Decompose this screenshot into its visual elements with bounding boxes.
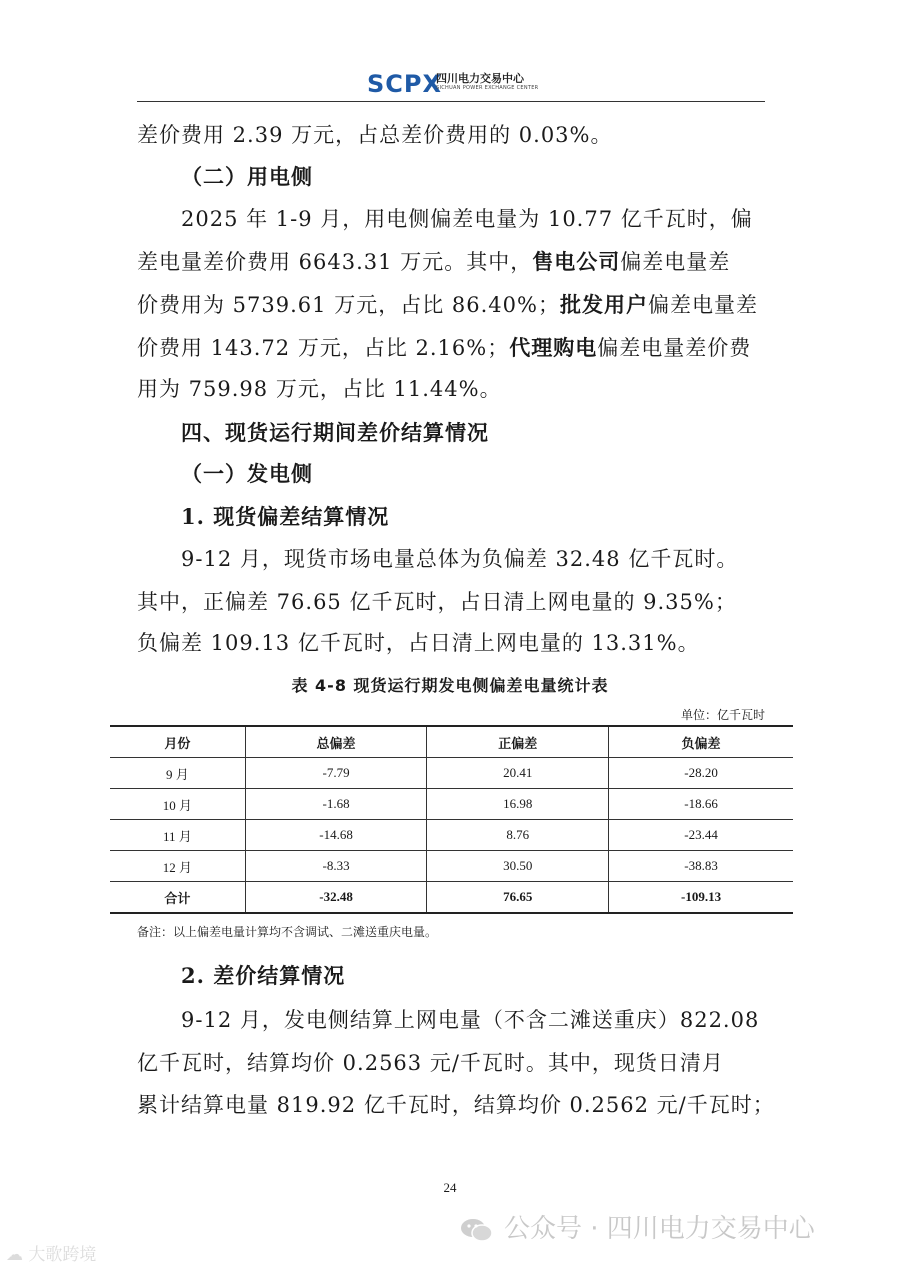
deviation-table	[110, 725, 793, 914]
corner-watermark	[6, 1240, 96, 1265]
page-header	[0, 62, 900, 102]
paragraph-spot-line1: 9-12 月，现货市场电量总体为负偏差 32.48 亿千瓦时。	[181, 547, 739, 571]
table-cell: -8.33	[245, 851, 427, 882]
paragraph-user-line1: 2025 年 1-9 月，用电侧偏差电量为 10.77 亿千瓦时，偏	[181, 207, 753, 231]
heading-user-side: （二）用电侧	[181, 164, 313, 189]
logo-en-name: SICHUAN POWER EXCHANGE CENTER	[436, 85, 539, 91]
logo-cn-name: 四川电力交易中心	[436, 72, 524, 85]
corner-watermark-text: 大歌跨境	[28, 1245, 97, 1265]
heading-spot-deviation: 1. 现货偏差结算情况	[181, 504, 390, 529]
table-unit: 单位：亿千瓦时	[680, 708, 765, 722]
table-cell: 9 月	[165, 766, 189, 782]
corner-watermark-icon: ☁	[6, 1245, 23, 1265]
table-cell: 合计	[164, 890, 191, 906]
wechat-icon	[460, 1217, 494, 1243]
table-note: 备注：以上偏差电量计算均不含调试、二滩送重庆电量。	[137, 925, 438, 939]
table-row	[110, 851, 793, 882]
table-cell: 8.76	[427, 820, 609, 851]
page-number: 24	[443, 1180, 457, 1195]
paragraph-settle-line3: 累计结算电量 819.92 亿千瓦时，结算均价 0.2562 元/千瓦时；	[137, 1093, 775, 1117]
table-cell: -38.83	[609, 851, 793, 882]
table-cell: -28.20	[609, 758, 793, 789]
table-row	[110, 820, 793, 851]
header-rule	[137, 101, 765, 102]
table-cell: 11 月	[162, 828, 192, 844]
table-cell: -1.68	[245, 789, 427, 820]
table-cell: -14.68	[245, 820, 427, 851]
table-cell: 16.98	[427, 789, 609, 820]
paragraph-user-line2: 差电量差价费用 6643.31 万元。其中，售电公司偏差电量差	[137, 249, 731, 274]
paragraph-settle-line1: 9-12 月，发电侧结算上网电量（不含二滩送重庆）822.08	[181, 1008, 760, 1032]
heading-gen-side: （一）发电侧	[181, 461, 313, 486]
table-total-row	[110, 882, 793, 914]
table-header-row	[110, 726, 793, 758]
table-cell: -18.66	[609, 789, 793, 820]
table-cell: -23.44	[609, 820, 793, 851]
table-cell: 20.41	[427, 758, 609, 789]
heading-section-4: 四、现货运行期间差价结算情况	[181, 420, 489, 445]
paragraph-spot-line2: 其中，正偏差 76.65 亿千瓦时，占日清上网电量的 9.35%；	[137, 590, 737, 614]
header-total-deviation: 总偏差	[245, 726, 427, 758]
paragraph-spot-line3: 负偏差 109.13 亿千瓦时，占日清上网电量的 13.31%。	[137, 631, 700, 655]
table-cell: -7.79	[245, 758, 427, 789]
heading-price-settlement: 2. 差价结算情况	[181, 963, 346, 988]
table-cell: 10 月	[162, 797, 192, 813]
table-row	[110, 789, 793, 820]
header-negative-deviation: 负偏差	[609, 726, 793, 758]
paragraph-user-line3: 价费用为 5739.61 万元，占比 86.40%；批发用户偏差电量差	[137, 292, 758, 317]
table-cell: 76.65	[427, 882, 609, 914]
table-cell: 30.50	[427, 851, 609, 882]
header-month: 月份	[164, 736, 191, 752]
paragraph-continuation: 差价费用 2.39 万元，占总差价费用的 0.03%。	[137, 123, 613, 147]
table-caption: 表 4-8 现货运行期发电侧偏差电量统计表	[291, 676, 609, 695]
watermark-text: 公众号 · 四川电力交易中心	[504, 1214, 815, 1244]
table-cell: -32.48	[245, 882, 427, 914]
scpx-logo: SCPX	[367, 70, 442, 98]
table-row	[110, 758, 793, 789]
paragraph-user-line5: 用为 759.98 万元，占比 11.44%。	[137, 377, 502, 401]
table-cell: 12 月	[162, 859, 192, 875]
header-positive-deviation: 正偏差	[427, 726, 609, 758]
paragraph-settle-line2: 亿千瓦时，结算均价 0.2563 元/千瓦时。其中，现货日清月	[137, 1051, 724, 1075]
paragraph-user-line4: 价费用 143.72 万元，占比 2.16%；代理购电偏差电量差价费	[137, 335, 752, 360]
wechat-watermark	[460, 1208, 815, 1245]
table-cell: -109.13	[609, 882, 793, 914]
